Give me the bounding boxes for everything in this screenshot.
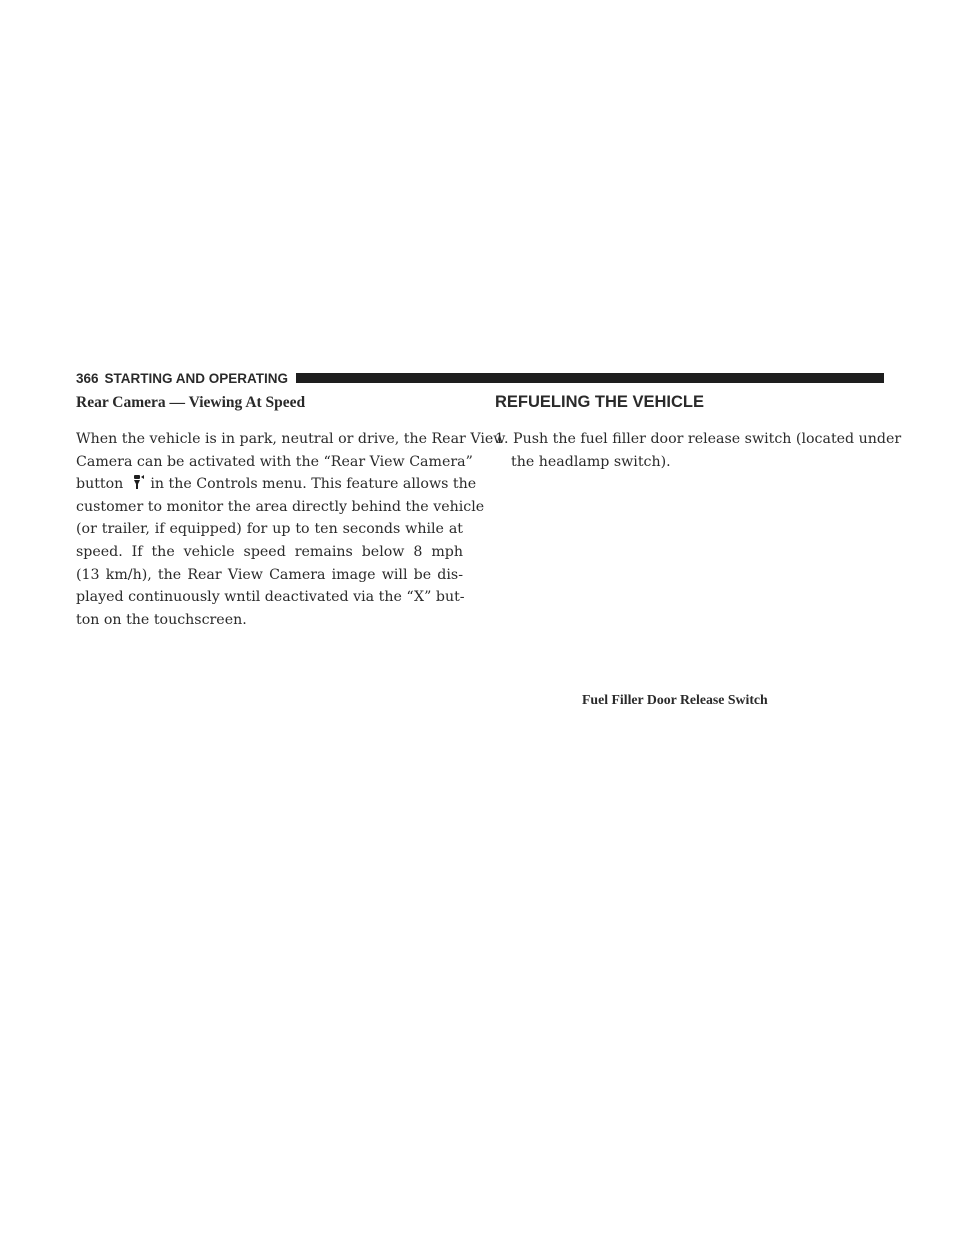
subhead-rear-camera: Rear Camera — Viewing At Speed (76, 394, 306, 411)
text-fragment: in the Controls menu. This feature allows the (150, 476, 477, 493)
text-line-with-icon (76, 473, 477, 496)
section-name: STARTING AND OPERATING (104, 370, 289, 386)
text-line: ton on the touchscreen. (76, 611, 247, 628)
text-line: Camera can be activated with the “Rear View Camera” (76, 453, 473, 470)
text-line: (or trailer, if equipped) for up to ten seconds while at (76, 521, 463, 538)
text-line: (13 km/h), the Rear View Camera image will be dis- (76, 566, 463, 583)
text-line: speed. If the vehicle speed remains below 8 mph (76, 543, 463, 560)
step-1-line-1: 1. Push the fuel filler door release switch (located under (495, 431, 902, 447)
text-line: played continuously wntil deactivated via the “X” but- (76, 589, 465, 606)
rear-camera-paragraph (76, 428, 506, 631)
figure-placeholder (495, 492, 884, 672)
right-column (495, 392, 902, 473)
section-title-refueling: REFUELING THE VEHICLE (495, 393, 705, 411)
text-line: customer to monitor the area directly behind the vehicle (76, 498, 485, 515)
step-1-line-2: the headlamp switch). (511, 453, 671, 470)
header-rule (296, 373, 884, 383)
text-fragment: button (76, 476, 124, 493)
page-header (76, 368, 884, 388)
step-1 (495, 428, 902, 473)
text-line: When the vehicle is in park, neutral or drive, the Rear View (76, 431, 506, 447)
page-number: 366 (76, 370, 99, 386)
rear-view-camera-icon (128, 474, 146, 490)
figure-caption: Fuel Filler Door Release Switch (582, 692, 768, 707)
left-column (76, 392, 506, 631)
